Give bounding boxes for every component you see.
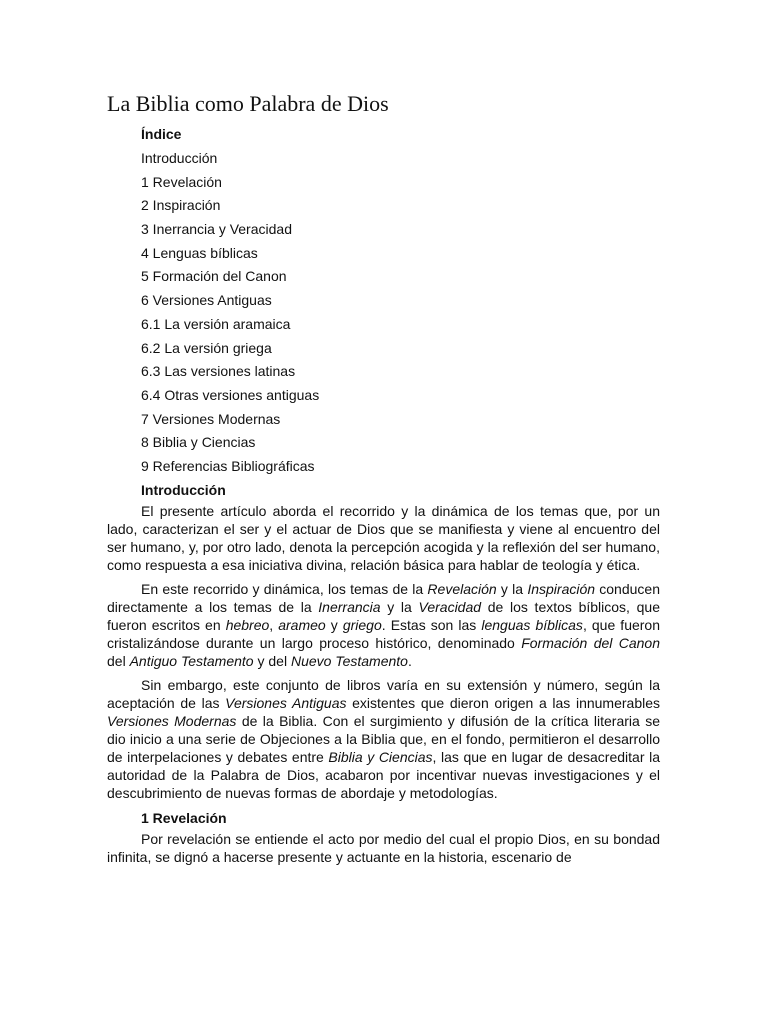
toc-item-versiones-latinas[interactable]: 6.3 Las versiones latinas bbox=[141, 363, 296, 380]
toc-item-otras-versiones[interactable]: 6.4 Otras versiones antiguas bbox=[141, 386, 320, 403]
toc-item-inspiracion[interactable]: 2 Inspiración bbox=[141, 197, 221, 214]
revelation-paragraph-1: Por revelación se entiende el acto por medio del cual el propio Dios, en su bondad infinita, se dignó a hacerse presente y actuante en la historia, escenario de bbox=[107, 830, 660, 865]
toc-item-versiones-modernas[interactable]: 7 Versiones Modernas bbox=[141, 410, 281, 427]
section-heading-introduccion: Introducción bbox=[141, 481, 226, 498]
section-heading-revelacion: 1 Revelación bbox=[141, 809, 227, 826]
toc-item-canon[interactable]: 5 Formación del Canon bbox=[141, 268, 287, 285]
toc-item-versiones-antiguas[interactable]: 6 Versiones Antiguas bbox=[141, 292, 272, 309]
intro-paragraph-1: El presente artículo aborda el recorrido y la dinámica de los temas que, por un lado, caracterizan el ser y el actuar de Dios que se manifiesta y viene al encuentro del ser humano, y, por otro lado, denota la percepción acogida y la reflexión del ser humano, como respuesta a esa iniciativa divina, relación básica para hablar de teología y ética. bbox=[107, 502, 660, 573]
document-page bbox=[107, 90, 660, 872]
toc-item-referencias[interactable]: 9 Referencias Bibliográficas bbox=[141, 457, 315, 474]
toc-heading: Índice bbox=[141, 126, 182, 142]
intro-paragraph-3: Sin embargo, este conjunto de libros varía en su extensión y número, según la aceptación de las Versiones Antiguas existentes que dieron origen a las innumerables Versiones Modernas de la Biblia. Con el surgimiento y difusión de la crítica literaria se dio inicio a una serie de Objeciones a la Biblia que, en el fondo, permitieron el desarrollo de interpelaciones y debates entre Biblia y Ciencias, las que en lugar de desacreditar la autoridad de la Palabra de Dios, acabaron por incentivar nuevas investigaciones y el descubrimiento de nuevas formas de abordaje y metodologías. bbox=[107, 676, 661, 801]
toc-item-version-aramaica[interactable]: 6.1 La versión aramaica bbox=[141, 315, 291, 332]
document-title: La Biblia como Palabra de Dios bbox=[107, 91, 389, 116]
toc-item-version-griega[interactable]: 6.2 La versión griega bbox=[141, 339, 272, 356]
toc-item-revelacion[interactable]: 1 Revelación bbox=[141, 173, 222, 190]
table-of-contents bbox=[107, 148, 660, 476]
toc-item-biblia-ciencias[interactable]: 8 Biblia y Ciencias bbox=[141, 434, 256, 451]
intro-paragraph-2: En este recorrido y dinámica, los temas de la Revelación y la Inspiración conducen directamente a los temas de la Inerrancia y la Veracidad de los textos bíblicos, que fueron escritos en hebreo, arameo y griego. Estas son las lenguas bíblicas, que fueron cristalizándose durante un largo proceso histórico, denominado Formación del Canon del Antiguo Testamento y del Nuevo Testamento. bbox=[107, 580, 661, 669]
toc-item-lenguas[interactable]: 4 Lenguas bíblicas bbox=[141, 244, 258, 261]
toc-item-inerrancia[interactable]: 3 Inerrancia y Veracidad bbox=[141, 221, 292, 238]
toc-item-introduccion[interactable]: Introducción bbox=[141, 150, 218, 166]
